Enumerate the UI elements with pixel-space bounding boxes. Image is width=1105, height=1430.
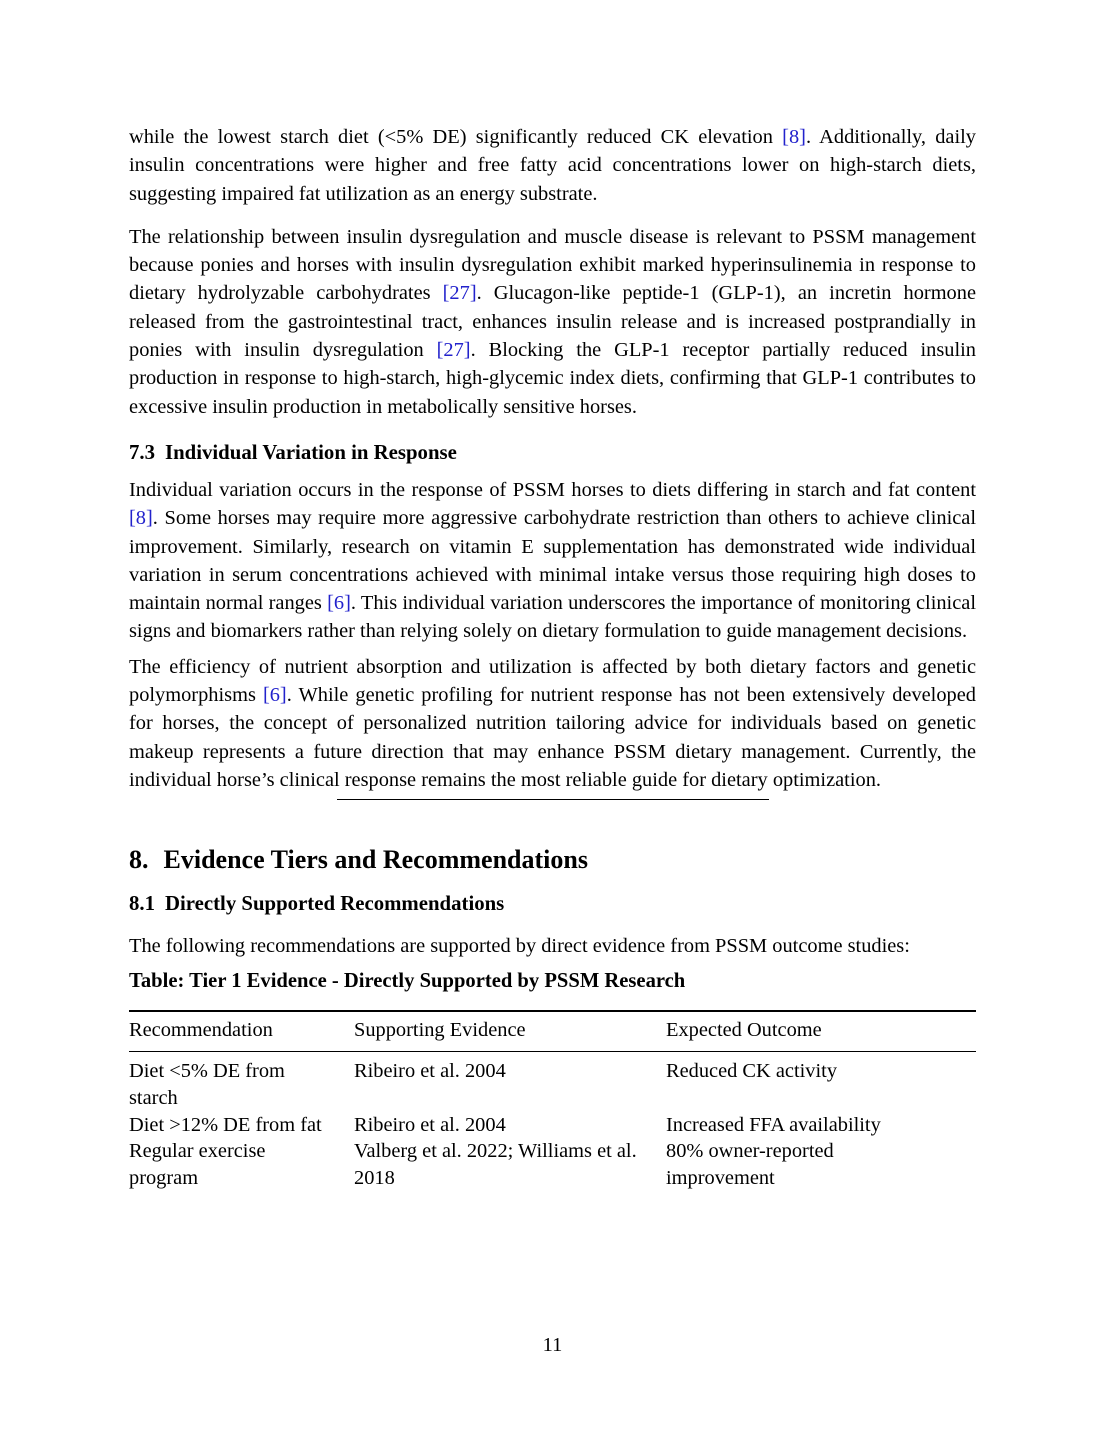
cell-supporting-evidence: Ribeiro et al. 2004 (354, 1060, 506, 1083)
subsection-title: Individual Variation in Response (165, 440, 457, 464)
text-segment: The efficiency of nutrient absorption and utilization is affected by both dietary factors and genetic polymorphisms (129, 655, 976, 707)
heading-8-evidence-tiers (129, 843, 976, 877)
cell-recommendation: Diet <5% DE from starch (129, 1060, 285, 1110)
cell-expected-outcome: Increased FFA availability (666, 1113, 881, 1136)
cell-supporting-evidence: Valberg et al. 2022; Williams et al. 2018 (354, 1140, 637, 1189)
citation-link-27[interactable]: [27] (436, 339, 471, 362)
paragraph-insulin-dysregulation (129, 223, 976, 421)
paragraph-starch-diet-continuation (129, 123, 976, 208)
citation-link-27[interactable]: [27] (442, 282, 477, 305)
column-header-supporting-evidence: Supporting Evidence (354, 1011, 666, 1052)
heading-8-1-directly-supported (129, 890, 976, 918)
citation-link-8[interactable]: [8] (782, 126, 806, 148)
table-row (129, 1112, 976, 1139)
text-segment: while the lowest starch diet (<5% DE) significantly reduced CK elevation (129, 126, 783, 148)
column-header-expected-outcome: Expected Outcome (666, 1011, 976, 1052)
tier1-evidence-table (129, 1010, 976, 1192)
paragraph-individual-variation (129, 476, 976, 646)
cell-expected-outcome: Reduced CK activity (666, 1060, 838, 1083)
table-header-row (129, 1011, 976, 1052)
text-segment: . Additionally, daily insulin concentrations were higher and free fatty acid concentrations lower on high-starch diets, suggesting impaired fat utilization as an energy substrate. (129, 126, 977, 205)
paragraph-tier1-intro (129, 932, 976, 960)
text-segment: Individual variation occurs in the response of PSSM horses to diets differing in starch and fat content (129, 478, 976, 501)
column-header-recommendation: Recommendation (129, 1011, 354, 1052)
heading-7-3-individual-variation (129, 439, 976, 467)
paragraph-nutrient-absorption (129, 653, 976, 794)
text-segment: . Some horses may require more aggressive carbohydrate restriction than others to achieve clinical improvement. Similarly, research on vitamin E supplementation has demonstrated wide individual variation in serum concentrations achieved with minimal intake versus those requiring high doses to maintain normal ranges (129, 507, 976, 615)
text-segment: . Blocking the GLP-1 receptor partially reduced insulin production in response to high-starch, high-glycemic index diets, confirming that GLP-1 contributes to excessive insulin production in metabolically sensitive horses. (129, 339, 976, 418)
subsection-number: 8.1 (129, 892, 155, 916)
cell-recommendation: Diet >12% DE from fat (129, 1113, 322, 1136)
table-row (129, 1138, 976, 1191)
citation-link-6[interactable]: [6] (327, 592, 351, 615)
citation-link-8[interactable]: [8] (129, 507, 153, 530)
section-divider-rule (337, 799, 769, 800)
section-number: 8. (129, 845, 149, 875)
subsection-title: Directly Supported Recommendations (165, 892, 505, 916)
text-segment: . While genetic profiling for nutrient response has not been extensively developed for horses, the concept of personalized nutrition tailoring advice for individuals based on genetic makeup represents a future direction that may enhance PSSM dietary management. Currently, the individual horse’s clinical response remains the most reliable guide for dietary optimization. (129, 684, 976, 791)
table-caption: Table: Tier 1 Evidence - Directly Supported by PSSM Research (129, 969, 686, 992)
subsection-number: 7.3 (129, 440, 155, 464)
section-title: Evidence Tiers and Recommendations (163, 845, 588, 875)
citation-link-6[interactable]: [6] (262, 684, 287, 707)
text-segment: . This individual variation underscores the importance of monitoring clinical signs and biomarkers rather than relying solely on dietary formulation to guide management decisions. (129, 592, 976, 643)
text-segment: The following recommendations are supported by direct evidence from PSSM outcome studies: (129, 935, 910, 958)
table-row (129, 1052, 976, 1112)
cell-expected-outcome: 80% owner-reported improvement (666, 1140, 834, 1189)
page-number: 11 (542, 1334, 563, 1356)
text-segment: . Glucagon-like peptide-1 (GLP-1), an incretin hormone released from the gastrointestinal tract, enhances insulin release and is increased postprandially in ponies with insulin dysregulation (129, 282, 976, 362)
cell-recommendation: Regular exercise program (129, 1140, 266, 1189)
cell-supporting-evidence: Ribeiro et al. 2004 (354, 1113, 506, 1136)
text-segment: The relationship between insulin dysregulation and muscle disease is relevant to PSSM management because ponies and horses with insulin dysregulation exhibit marked hyperinsulinemia in response to dietary hydrolyzable carbohydrates (129, 225, 976, 305)
